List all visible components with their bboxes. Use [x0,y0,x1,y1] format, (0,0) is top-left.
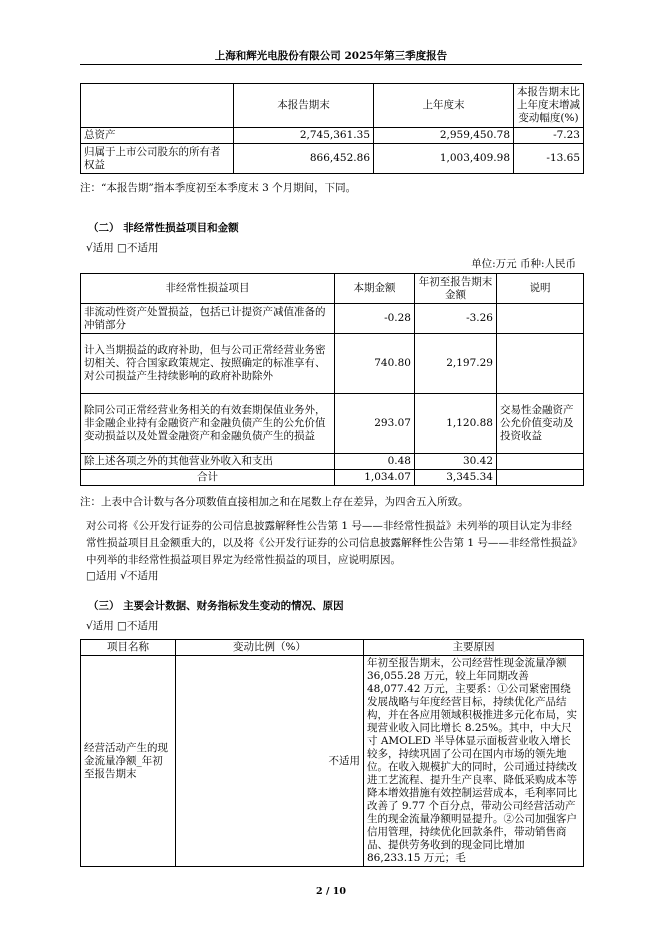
table-cell: 除同公司正常经营业务相关的有效套期保值业务外，非金融企业持有金融资产和金融负债产生的公允价值变动损益以及处置金融资产和金融负债产生的损益 [81,394,335,454]
table-cell [497,470,584,486]
table-header-cell: 本期金额 [335,274,415,304]
table-header-cell: 项目名称 [81,640,176,656]
table-row [81,656,584,867]
applicable-checkbox: √适用 □不适用 [86,242,159,254]
section-title: （二） 非经常性损益项目和金额 [88,222,239,234]
balance-table [80,83,584,174]
table-header-cell: 非经常性损益项目 [81,274,335,304]
non-recurring-table [80,273,584,486]
table-row [81,304,584,334]
applicable-checkbox: √适用 □不适用 [86,620,159,632]
table-cell: 1,003,409.98 [374,144,514,174]
not-applicable-checkbox: □适用 √不适用 [86,570,159,582]
table-cell: 1,120.88 [415,394,497,454]
table-cell: 交易性金融资产公允价值变动及投资收益 [497,394,584,454]
table-row [81,454,584,470]
table-cell: 3,345.34 [415,470,497,486]
table-cell: -7.23 [514,128,584,144]
table-header-row [81,84,584,128]
table-cell: 除上述各项之外的其他营业外收入和支出 [81,454,335,470]
table-cell: -3.26 [415,304,497,334]
table-note: 注：上表中合计数与各分项数值直接相加之和在尾数上存在差异，为四舍五入所致。 [80,496,469,508]
table-note: 注：“本报告期”指本季度初至本季度末 3 个月期间，下同。 [80,182,357,194]
table-cell: 不适用 [176,656,364,867]
table-header-cell: 上年度末 [374,84,514,128]
table-cell: 30.42 [415,454,497,470]
table-header-cell: 主要原因 [364,640,584,656]
unit-label: 单位:万元 币种:人民币 [471,258,576,270]
table-header-cell: 本报告期末比上年度末增减变动幅度(%) [514,84,584,128]
table-header-cell [81,84,234,128]
table-cell: 293.07 [335,394,415,454]
table-header-cell: 本报告期末 [234,84,374,128]
table-cell: 经营活动产生的现金流量净额_年初至报告期末 [81,656,176,867]
table-cell: 2,745,361.35 [234,128,374,144]
page-header: 上海和辉光电股份有限公司 2025年第三季度报告 [214,50,448,62]
table-cell: 归属于上市公司股东的所有者权益 [81,144,234,174]
table-header-row [81,640,584,656]
table-cell: 740.80 [335,334,415,394]
table-cell: -13.65 [514,144,584,174]
table-cell: 2,197.29 [415,334,497,394]
table-row [81,334,584,394]
table-header-row [81,274,584,304]
table-total-row [81,470,584,486]
table-row [81,394,584,454]
table-cell: 非流动性资产处置损益，包括已计提资产减值准备的冲销部分 [81,304,335,334]
table-cell: 866,452.86 [234,144,374,174]
table-header-cell: 变动比例（%） [176,640,364,656]
table-cell: 2,959,450.78 [374,128,514,144]
explanation-paragraph: 对公司将《公开发行证券的公司信息披露解释性公告第 1 号——非经常性损益》未列举的项目认定为非经常性损益项目且金额重大的，以及将《公开发行证券的公司信息披露解释性公告第 1 号——非经常性损益》中列举的非经常性损益项目界定为经常性损益的项目，应说明原因。 [86,520,578,566]
table-cell [497,454,584,470]
table-cell: 计入当期损益的政府补助，但与公司正常经营业务密切相关、符合国家政策规定、按照确定的标准享有、对公司损益产生持续影响的政府补助除外 [81,334,335,394]
table-cell [497,334,584,394]
table-header-cell: 说明 [497,274,584,304]
table-cell: 0.48 [335,454,415,470]
table-cell: 1,034.07 [335,470,415,486]
table-cell: 合计 [81,470,335,486]
table-cell [497,304,584,334]
table-row [81,144,584,174]
table-header-cell: 年初至报告期末金额 [415,274,497,304]
table-cell: 年初至报告期末，公司经营性现金流量净额 36,055.28 万元，较上年同期改善 48,077.42 万元，主要系：①公司紧密围绕发展战略与年度经营目标，持续优化产品结构，并在各应用领域积极推进多元化布局，实现营业收入同比增长 8.25%。其中，中大尺寸 AMOLED 半导体显示面板营业收入增长较多，持续巩固了公司在国内市场的领先地位。在收入规模扩大的同时，公司通过持续改进工艺流程、提升生产良率、降低采购成本等降本增效措施有效控制运营成本，毛利率同比改善了 9.77 个百分点，带动公司经营活动产生的现金流量净额明显提升。②公司加强客户信用管理，持续优化回款条件，带动销售商品、提供劳务收到的现金同比增加 86,233.15 万元；毛 [364,656,584,867]
table-cell: -0.28 [335,304,415,334]
header-divider [80,64,582,65]
table-row [81,128,584,144]
page-number: 2 / 10 [316,886,346,897]
table-cell: 总资产 [81,128,234,144]
change-reason-table [80,639,584,867]
section-title: （三） 主要会计数据、财务指标发生变动的情况、原因 [88,600,344,612]
